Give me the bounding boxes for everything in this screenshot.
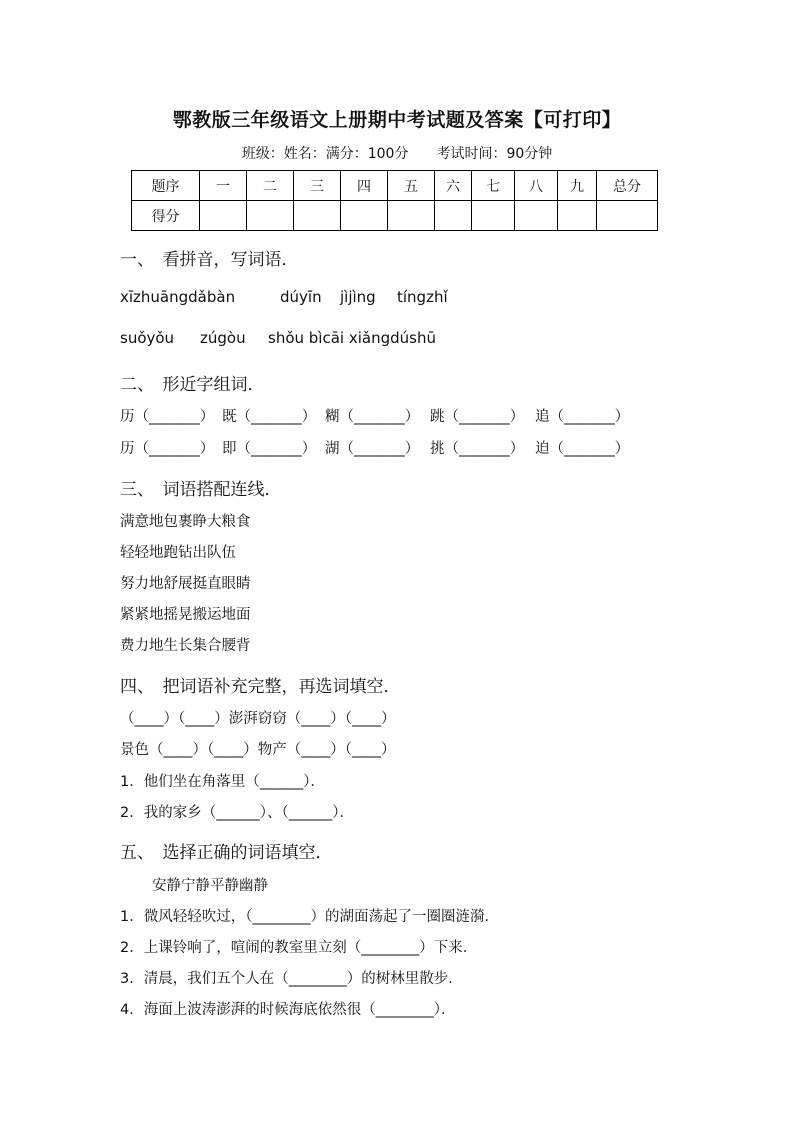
score-input-cell[interactable] [341,201,388,231]
page-title: 鄂教版三年级语文上册期中考试题及答案【可打印】 [172,109,622,131]
matching-line: 轻轻地跑钻出队伍 [120,545,236,561]
word-bank: 安静宁静平静幽静 [152,878,268,894]
score-row-label: 得分 [132,201,200,231]
matching-line: 努力地舒展挺直眼睛 [120,576,251,592]
fill-line: 景色（____）（____）物产（____）（____） [120,742,396,758]
fill-line: （____）（____）澎湃窃窃（____）（____） [120,711,396,727]
score-input-cell[interactable] [294,201,341,231]
score-cell: 一 [200,171,247,201]
score-input-cell[interactable] [515,201,558,231]
word-group-item: 历（_______） [120,409,215,425]
question-item: 4．海面上波涛澎湃的时候海底依然很（________）． [120,1002,456,1018]
question-item: 2．上课铃响了，喧闹的教室里立刻（________）下来． [120,940,478,956]
exam-info: 班级：姓名：满分：100分 考试时间：90分钟 [241,146,553,162]
section-2-heading: 二、 形近字组词． [120,375,265,395]
pinyin-item: dúyīn [280,288,322,306]
word-group-item: 湖（_______） [325,441,420,457]
score-cell: 三 [294,171,341,201]
section-1-heading: 一、 看拼音，写词语． [120,250,299,270]
score-cell: 二 [247,171,294,201]
score-table [131,170,658,231]
section-5-heading: 五、 选择正确的词语填空． [120,843,333,863]
question-item: 1．他们坐在角落里（______）． [120,774,325,790]
matching-line: 满意地包裹睁大粮食 [120,514,251,530]
question-item: 3．清晨，我们五个人在（________）的树林里散步． [120,971,463,987]
score-cell: 五 [388,171,435,201]
pinyin-item: xīzhuāngdǎbàn [120,288,236,306]
matching-line: 费力地生长集合腰背 [120,638,251,654]
score-cell: 九 [558,171,597,201]
score-cell: 八 [515,171,558,201]
pinyin-item: shǒu bìcāi xiǎngdúshū [268,329,436,347]
score-input-cell[interactable] [388,201,435,231]
score-cell: 题序 [132,171,200,201]
score-cell: 四 [341,171,388,201]
word-group-item: 迫（_______） [535,441,630,457]
score-table-header-row [132,171,658,201]
score-table-score-row [132,201,658,231]
pinyin-item: suǒyǒu [120,329,175,347]
section-4-heading: 四、 把词语补充完整，再选词填空． [120,677,401,697]
pinyin-item: zúgòu [200,329,246,347]
section-3-heading: 三、 词语搭配连线． [120,480,282,500]
score-cell: 总分 [597,171,658,201]
score-input-cell[interactable] [558,201,597,231]
pinyin-item: jìjìng [340,288,376,306]
pinyin-item: tíngzhǐ [397,288,448,306]
score-cell: 七 [472,171,515,201]
score-input-cell[interactable] [597,201,658,231]
score-input-cell[interactable] [247,201,294,231]
word-group-item: 挑（_______） [430,441,525,457]
score-input-cell[interactable] [200,201,247,231]
word-group-item: 即（_______） [222,441,317,457]
score-cell: 六 [435,171,472,201]
question-item: 2．我的家乡（______）、（______）． [120,805,354,821]
word-group-item: 追（_______） [535,409,630,425]
question-item: 1．微风轻轻吹过，（________）的湖面荡起了一圈圈涟漪． [120,909,499,925]
matching-line: 紧紧地摇晃搬运地面 [120,607,251,623]
score-input-cell[interactable] [435,201,472,231]
word-group-item: 糊（_______） [325,409,420,425]
word-group-item: 跳（_______） [430,409,525,425]
score-input-cell[interactable] [472,201,515,231]
word-group-item: 历（_______） [120,441,215,457]
word-group-item: 既（_______） [222,409,317,425]
